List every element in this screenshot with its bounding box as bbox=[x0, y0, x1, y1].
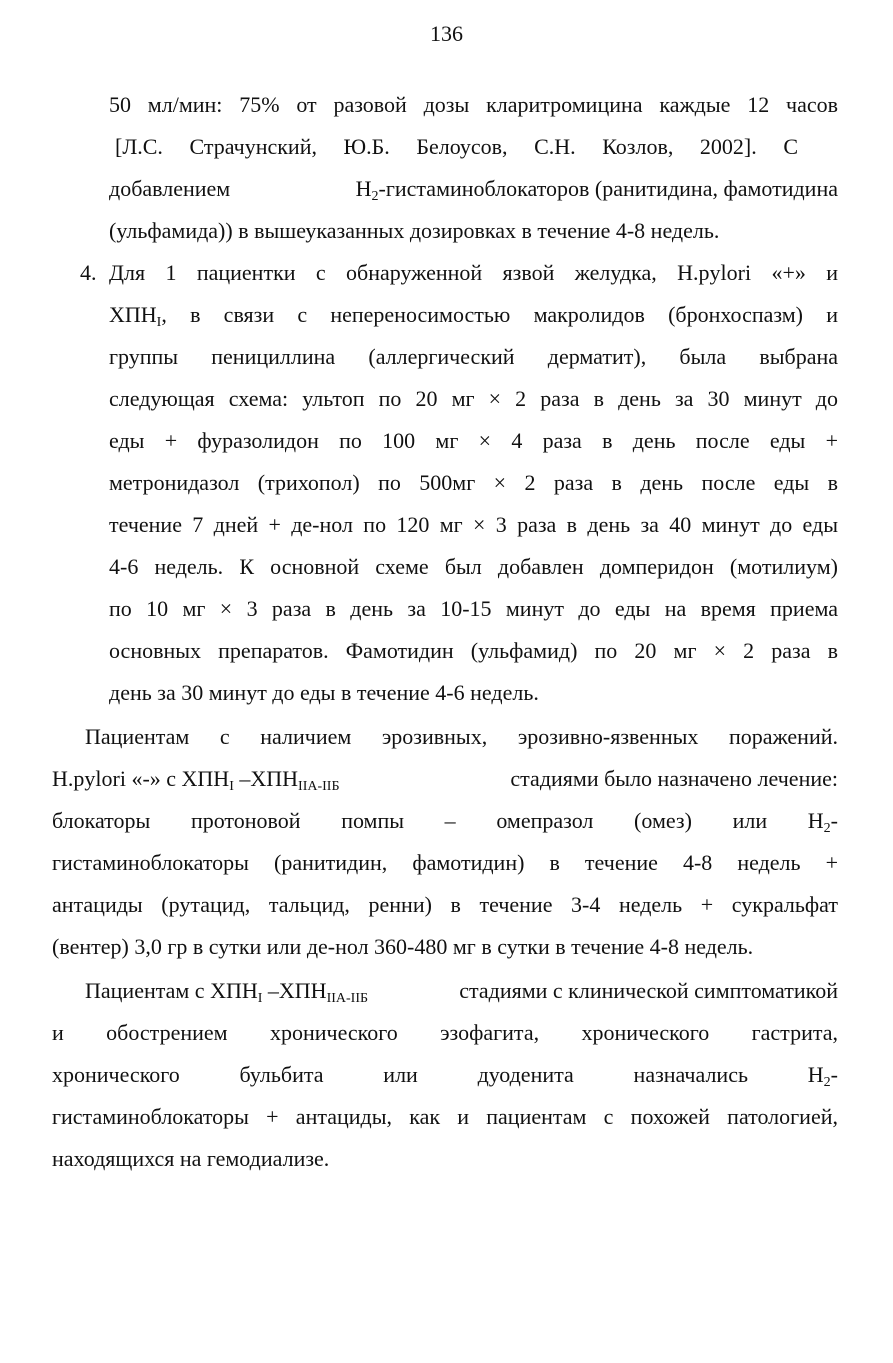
text-line: и обострением хронического эзофагита, хронического гастрита, bbox=[52, 1020, 838, 1045]
text-line: антациды (рутацид, тальцид, ренни) в течение 3-4 недель + сукральфат bbox=[52, 892, 838, 917]
text-line: гистаминоблокаторы + антациды, как и пациентам с похожей патологией, bbox=[52, 1104, 838, 1129]
text-line bbox=[52, 764, 838, 794]
text-line bbox=[109, 174, 838, 204]
list-number: 4. bbox=[80, 260, 97, 285]
text-line: течение 7 дней + де-нол по 120 мг × 3 раза в день за 40 минут до еды bbox=[109, 512, 838, 537]
text-fragment: стадиями было назначено лечение: bbox=[510, 766, 838, 791]
text-line: основных препаратов. Фамотидин (ульфамид) по 20 мг × 2 раза в bbox=[109, 638, 838, 663]
text-line: день за 30 минут до еды в течение 4-6 недель. bbox=[109, 680, 539, 705]
text-line: [Л.С. Страчунский, Ю.Б. Белоусов, С.Н. Козлов, 2002]. С bbox=[115, 134, 798, 159]
text-line: (вентер) 3,0 гр в сутки или де-нол 360-480 мг в сутки в течение 4-8 недель. bbox=[52, 934, 754, 959]
text-line: Для 1 пациентки с обнаруженной язвой желудка, H.pylori «+» и bbox=[109, 260, 838, 285]
text-fragment: H.pylori «-» с $ХПН_I$ $-ХПН_{IIА-IIБ}$ bbox=[52, 766, 340, 794]
text-fragment: стадиями с клинической симптоматикой bbox=[459, 978, 838, 1003]
text-line: (ульфамида)) в вышеуказанных дозировках в течение 4-8 недель. bbox=[109, 218, 720, 243]
text-line: метронидазол (трихопол) по 500мг × 2 раза в день после еды в bbox=[109, 470, 838, 495]
text-line: Пациентам с наличием эрозивных, эрозивно-язвенных поражений. bbox=[85, 724, 838, 749]
text-line: еды + фуразолидон по 100 мг × 4 раза в день после еды + bbox=[109, 428, 838, 453]
text-fragment: добавлением bbox=[109, 176, 231, 201]
text-line: следующая схема: ультоп по 20 мг × 2 раза в день за 30 минут до bbox=[109, 386, 838, 411]
text-line: 4-6 недель. К основной схеме был добавлен домперидон (мотилиум) bbox=[109, 554, 838, 579]
page-number: 136 bbox=[430, 21, 463, 46]
text-line: гистаминоблокаторы (ранитидин, фамотидин) в течение 4-8 недель + bbox=[52, 850, 838, 875]
text-line: 50 мл/мин: 75% от разовой дозы кларитромицина каждые 12 часов bbox=[109, 92, 838, 117]
text-line: хронического бульбита или дуоденита назначались $H_2-$ bbox=[52, 1062, 838, 1090]
text-fragment: $H_2$-гистаминоблокаторов (ранитидина, фамотидина bbox=[355, 176, 838, 204]
text-line: $ХПН_I$, в связи с непереносимостью макролидов (бронхоспазм) и bbox=[109, 302, 838, 330]
text-line bbox=[85, 976, 838, 1006]
text-line: находящихся на гемодиализе. bbox=[52, 1146, 330, 1171]
text-line: по 10 мг × 3 раза в день за 10-15 минут до еды на время приема bbox=[109, 596, 838, 621]
text-fragment: Пациентам с $ХПН_I$ $-ХПН_{IIА-IIБ}$ bbox=[85, 978, 369, 1006]
text-line: группы пенициллина (аллергический дерматит), была выбрана bbox=[109, 344, 838, 369]
text-line: блокаторы протоновой помпы – омепразол (омез) или $H_2-$ bbox=[52, 808, 838, 836]
